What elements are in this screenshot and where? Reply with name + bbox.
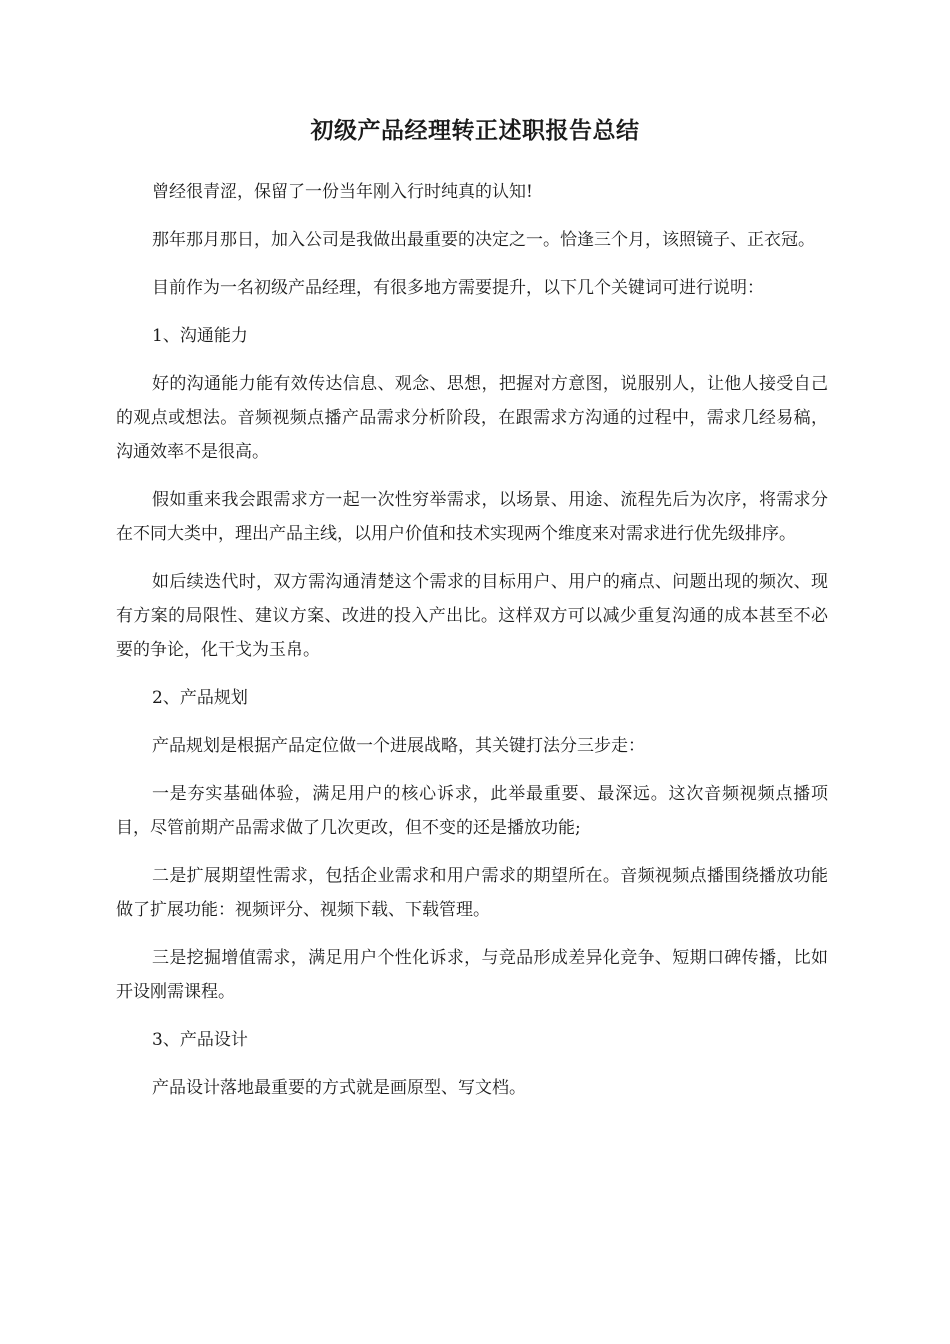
paragraph-planning-step-2: 二是扩展期望性需求，包括企业需求和用户需求的期望所在。音频视频点播围绕播放功能做了扩展功能：视频评分、视频下载、下载管理。 <box>116 866 828 920</box>
document-body <box>116 175 828 1119</box>
paragraph-intro: 曾经很青涩，保留了一份当年刚入行时纯真的认知! <box>152 182 533 202</box>
section-heading-design: 3、产品设计 <box>152 1030 248 1050</box>
paragraph-joined-company: 那年那月那日，加入公司是我做出最重要的决定之一。恰逢三个月，该照镜子、正衣冠。 <box>152 230 815 250</box>
paragraph-keywords-intro: 目前作为一名初级产品经理，有很多地方需要提升，以下几个关键词可进行说明： <box>152 278 764 298</box>
document-title: 初级产品经理转正述职报告总结 <box>310 118 640 144</box>
paragraph-planning-step-1: 一是夯实基础体验，满足用户的核心诉求，此举最重要、最深远。这次音频视频点播项目，尽管前期产品需求做了几次更改，但不变的还是播放功能; <box>116 784 828 838</box>
section-heading-communication: 1、沟通能力 <box>152 326 248 346</box>
paragraph-design-1: 产品设计落地最重要的方式就是画原型、写文档。 <box>152 1078 526 1098</box>
paragraph-communication-1: 好的沟通能力能有效传达信息、观念、思想，把握对方意图，说服别人，让他人接受自己的观点或想法。音频视频点播产品需求分析阶段，在跟需求方沟通的过程中，需求几经易稿，沟通效率不是很高。 <box>116 374 828 462</box>
paragraph-communication-3: 如后续迭代时，双方需沟通清楚这个需求的目标用户、用户的痛点、问题出现的频次、现有方案的局限性、建议方案、改进的投入产出比。这样双方可以减少重复沟通的成本甚至不必要的争论，化干戈为玉帛。 <box>116 572 828 660</box>
paragraph-planning-step-3: 三是挖掘增值需求，满足用户个性化诉求，与竞品形成差异化竞争、短期口碑传播，比如开设刚需课程。 <box>116 948 828 1002</box>
section-heading-planning: 2、产品规划 <box>152 688 248 708</box>
paragraph-communication-2: 假如重来我会跟需求方一起一次性穷举需求，以场景、用途、流程先后为次序，将需求分在不同大类中，理出产品主线，以用户价值和技术实现两个维度来对需求进行优先级排序。 <box>116 490 828 544</box>
paragraph-planning-intro: 产品规划是根据产品定位做一个进展战略，其关键打法分三步走： <box>152 736 645 756</box>
